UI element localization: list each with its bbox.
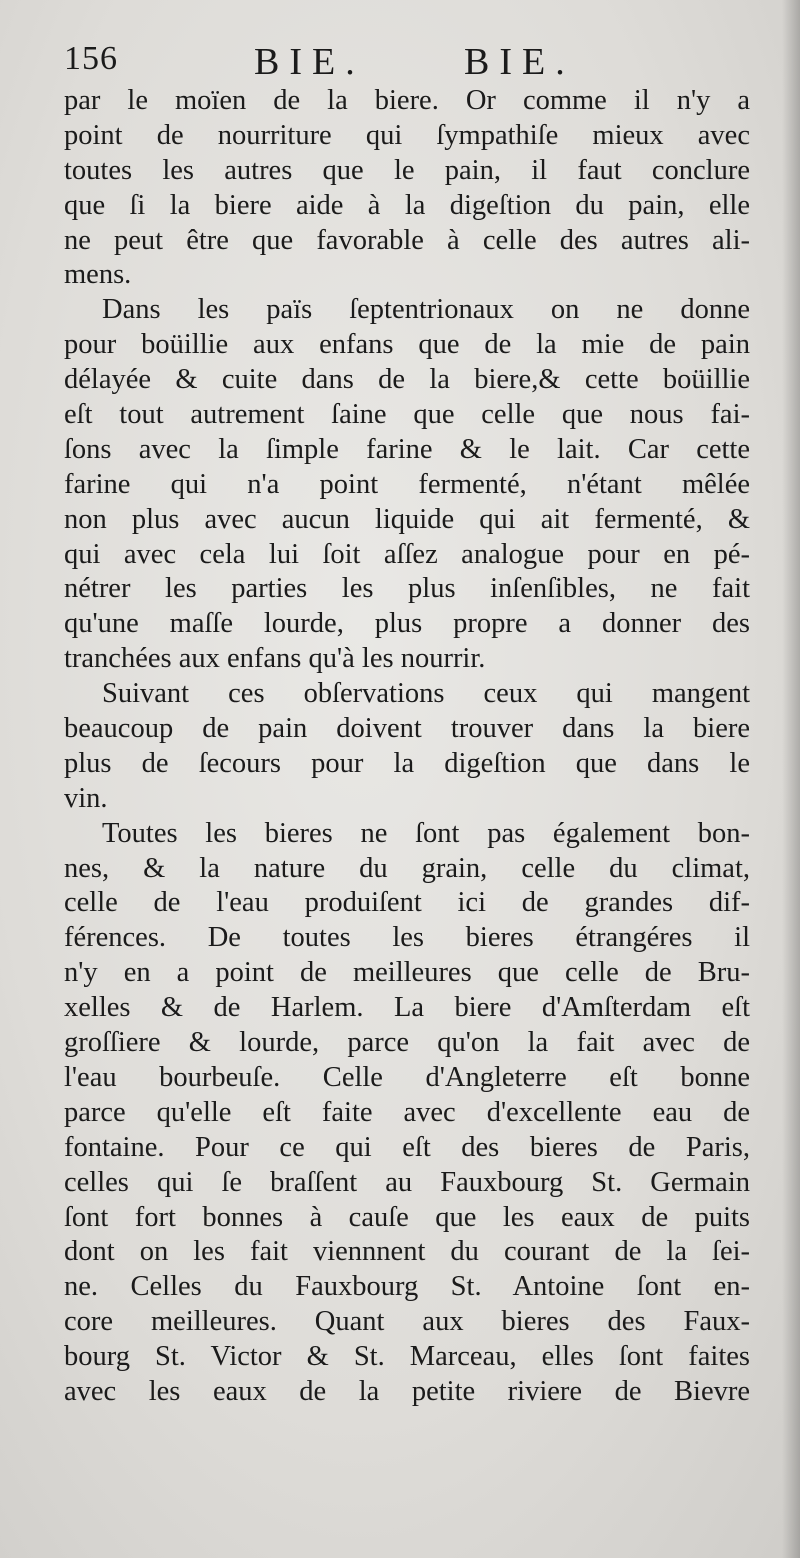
text-line: pour boüillie aux enfans que de la mie de pain bbox=[64, 329, 750, 361]
text-line: qui avec cela lui ſoit aſſez analogue pour en pé- bbox=[64, 538, 750, 570]
body-text bbox=[64, 84, 750, 1410]
text-line: plus de ſecours pour la digeſtion que dans le bbox=[64, 747, 750, 779]
text-line: ſont fort bonnes à cauſe que les eaux de puits bbox=[64, 1201, 750, 1233]
text-line: parce qu'elle eſt faite avec d'excellente eau de bbox=[64, 1096, 750, 1128]
text-line: Toutes les bieres ne ſont pas également bon- bbox=[102, 817, 750, 849]
text-line: core meilleures. Quant aux bieres des Faux- bbox=[64, 1306, 750, 1338]
text-line: xelles & de Harlem. La biere d'Amſterdam eſt bbox=[64, 992, 750, 1024]
text-line: tranchées aux enfans qu'à les nourrir. bbox=[64, 643, 486, 675]
text-line: toutes les autres que le pain, il faut conclure bbox=[64, 154, 750, 186]
text-line: point de nourriture qui ſympathiſe mieux avec bbox=[64, 119, 750, 151]
text-line: qu'une maſſe lourde, plus propre a donner des bbox=[64, 608, 750, 640]
text-line: ne. Celles du Fauxbourg St. Antoine ſont en- bbox=[64, 1271, 750, 1303]
text-line: nes, & la nature du grain, celle du climat, bbox=[64, 852, 750, 884]
text-line: férences. De toutes les bieres étrangéres il bbox=[64, 922, 750, 954]
text-line: beaucoup de pain doivent trouver dans la biere bbox=[64, 713, 750, 745]
text-line: bourg St. Victor & St. Marceau, elles ſont faites bbox=[64, 1341, 750, 1373]
running-head-left: BIE. bbox=[254, 41, 365, 83]
text-line: délayée & cuite dans de la biere,& cette boüillie bbox=[64, 364, 750, 396]
text-line: avec les eaux de la petite riviere de Bievre bbox=[64, 1375, 750, 1407]
text-line: n'y en a point de meilleures que celle de Bru- bbox=[64, 957, 750, 989]
text-line: que ſi la biere aide à la digeſtion du pain, elle bbox=[64, 189, 750, 221]
text-line: farine qui n'a point fermenté, n'étant mêlée bbox=[64, 468, 750, 500]
text-line: groſſiere & lourde, parce qu'on la fait avec de bbox=[64, 1027, 750, 1059]
text-line: celles qui ſe braſſent au Fauxbourg St. Germain bbox=[64, 1166, 750, 1198]
text-line: par le moïen de la biere. Or comme il n'y a bbox=[64, 85, 750, 116]
text-line: eſt tout autrement ſaine que celle que nous fai- bbox=[64, 399, 750, 431]
text-line: ſons avec la ſimple farine & le lait. Car cette bbox=[64, 433, 750, 465]
text-line: mens. bbox=[64, 259, 132, 291]
text-line: ne peut être que favorable à celle des autres ali- bbox=[64, 224, 750, 256]
text-line: dont on les fait viennnent du courant de la ſei- bbox=[64, 1236, 750, 1268]
text-line: Suivant ces obſervations ceux qui mangent bbox=[102, 678, 750, 710]
text-line: fontaine. Pour ce qui eſt des bieres de Paris, bbox=[64, 1131, 750, 1163]
text-line: Dans les païs ſeptentrionaux on ne donne bbox=[102, 294, 750, 326]
text-line: vin. bbox=[64, 782, 108, 814]
page-number: 156 bbox=[64, 40, 118, 77]
text-line: l'eau bourbeuſe. Celle d'Angleterre eſt bonne bbox=[64, 1061, 750, 1093]
running-head-right: BIE. bbox=[464, 41, 575, 83]
text-line: celle de l'eau produiſent ici de grandes dif- bbox=[64, 887, 750, 919]
page-gutter-shadow bbox=[782, 0, 800, 1558]
text-line: nétrer les parties les plus inſenſibles, ne fait bbox=[64, 573, 750, 605]
text-line: non plus avec aucun liquide qui ait fermenté, & bbox=[64, 503, 750, 535]
